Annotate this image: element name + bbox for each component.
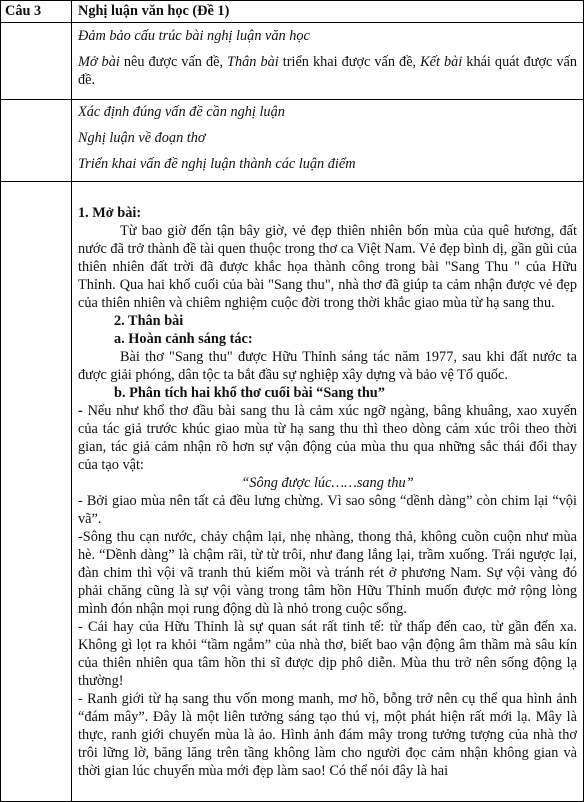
body-heading: 2. Thân bài xyxy=(114,313,184,329)
intro-heading: 1. Mở bài: xyxy=(78,205,142,221)
empty-cell xyxy=(1,100,72,182)
header-row xyxy=(1,1,584,23)
poem-quote: “Sông được lúc……sang thu” xyxy=(241,475,414,491)
text-segment: nêu được vấn đề, xyxy=(119,54,228,70)
issue-row xyxy=(1,100,584,182)
context-heading: a. Hoàn cảnh sáng tác: xyxy=(114,331,253,347)
empty-cell xyxy=(1,182,72,802)
ket-bai-term: Kết bài xyxy=(420,54,463,70)
structure-row xyxy=(1,23,584,100)
paragraph: -Sông thu cạn nước, chảy chậm lại, nhẹ nhàng, thong thả, không cuồn cuộn như mùa hè. “Dềnh dàng” là chậm rãi, từ từ trôi, như đang lắng lại, trầm xuống. Trái ngược lại, đàn chim thì vội vã tranh thủ kiếm mồi và tránh rét ở phương Nam. Sự vội vàng đó phải chăng cũng là sự vội vàng trong tâm hồn Hữu Thỉnh muốn được mở rộng lòng mình đón nhận mọi rung động dù là nhỏ trong cuộc sống. xyxy=(78,529,577,617)
paragraph: - Bởi giao mùa nên tất cả đều lưng chừng. Vì sao sông “dềnh dàng” còn chim lại “vội vã”. xyxy=(78,493,577,527)
issue-line: Triển khai vấn đề nghị luận thành các luận điểm xyxy=(78,156,356,172)
mo-bai-term: Mở bài xyxy=(78,54,120,70)
structure-line: Đảm bảo cấu trúc bài nghị luận văn học xyxy=(78,28,310,44)
question-title: Nghị luận văn học (Đề 1) xyxy=(72,1,584,23)
context-paragraph: Bài thơ "Sang thu" được Hữu Thỉnh sáng tác năm 1977, sau khi đất nước ta được giải phóng, dân tộc ta bắt đầu sự nghiệp xây dựng và bảo vệ Tổ quốc. xyxy=(78,349,577,383)
text-segment: Nếu như khổ thơ đầu bài sang thu là cảm xúc ngỡ ngàng, bâng khuâng, xao xuyến của tác giả trước khúc giao mùa từ hạ sang thu thì theo dòng cảm xúc trôi theo thời gian, tác giả cảm nhận rõ hơn sự vận động của mùa thu qua những sắc thái đổi thay của tạo vật: xyxy=(78,403,577,473)
dash-marker: - xyxy=(78,403,88,419)
issue-line: Xác định đúng vấn đề cần nghị luận xyxy=(78,104,285,120)
paragraph: - Cái hay của Hữu Thỉnh là sự quan sát rất tinh tế: từ thấp đến cao, từ gần đến xa. Không gì lọt ra khỏi “tầm ngắm” của nhà thơ, biết bao vận động âm thầm mà sâu kín của thiên nhiên qua tâm hồn thi sĩ được dịp phô diễn. Mùa thu trở nên sống động lạ thường! xyxy=(78,619,577,689)
paragraph: - Ranh giới từ hạ sang thu vốn mong manh, mơ hồ, bỗng trở nên cụ thể qua hình ảnh “đám mây”. Đây là một liên tưởng sáng tạo thú vị, một phát hiện rất mới lạ. Mây là thực, ranh giới chuyển mùa là ảo. Hình ảnh đám mây trong tưởng tượng của nhà thơ trôi lững lờ, băng lăng trên tầng không làm cho người đọc cảm nhận không gian và thời gian lúc chuyển mùa mới đẹp làm sao! Có thể nói đây là hai xyxy=(78,691,577,779)
structure-cell xyxy=(72,23,584,100)
question-number: Câu 3 xyxy=(1,1,72,23)
intro-paragraph: Từ bao giờ đến tận bây giờ, vẻ đẹp thiên nhiên bốn mùa của quê hương, đất nước đã trở thành đề tài quen thuộc trong thơ ca Việt Nam. Vẻ đẹp bình dị, gần gũi của thiên nhiên đất trời đã được khắc họa thành công trong bài "Sang Thu " của Hữu Thỉnh. Qua hai khổ cuối của bài "Sang thu", nhà thơ đã giúp ta cảm nhận được vẻ đẹp của thiên nhiên và chiêm nghiệm cuộc đời trong thời khắc giao mùa từ hạ sang thu. xyxy=(78,223,577,311)
empty-cell xyxy=(1,23,72,100)
structure-detail xyxy=(72,53,583,89)
body-row xyxy=(1,182,584,802)
essay-cell xyxy=(72,182,584,802)
issue-line: Nghị luận về đoạn thơ xyxy=(78,130,206,146)
text-segment: triển khai được vấn đề, xyxy=(278,54,421,70)
text-segment: khái quát được vấn đề. xyxy=(78,54,577,88)
analysis-heading: b. Phân tích hai khổ thơ cuối bài “Sang thu” xyxy=(114,385,385,401)
than-bai-term: Thân bài xyxy=(227,54,279,70)
issue-cell xyxy=(72,100,584,182)
analysis-paragraph xyxy=(72,402,583,474)
